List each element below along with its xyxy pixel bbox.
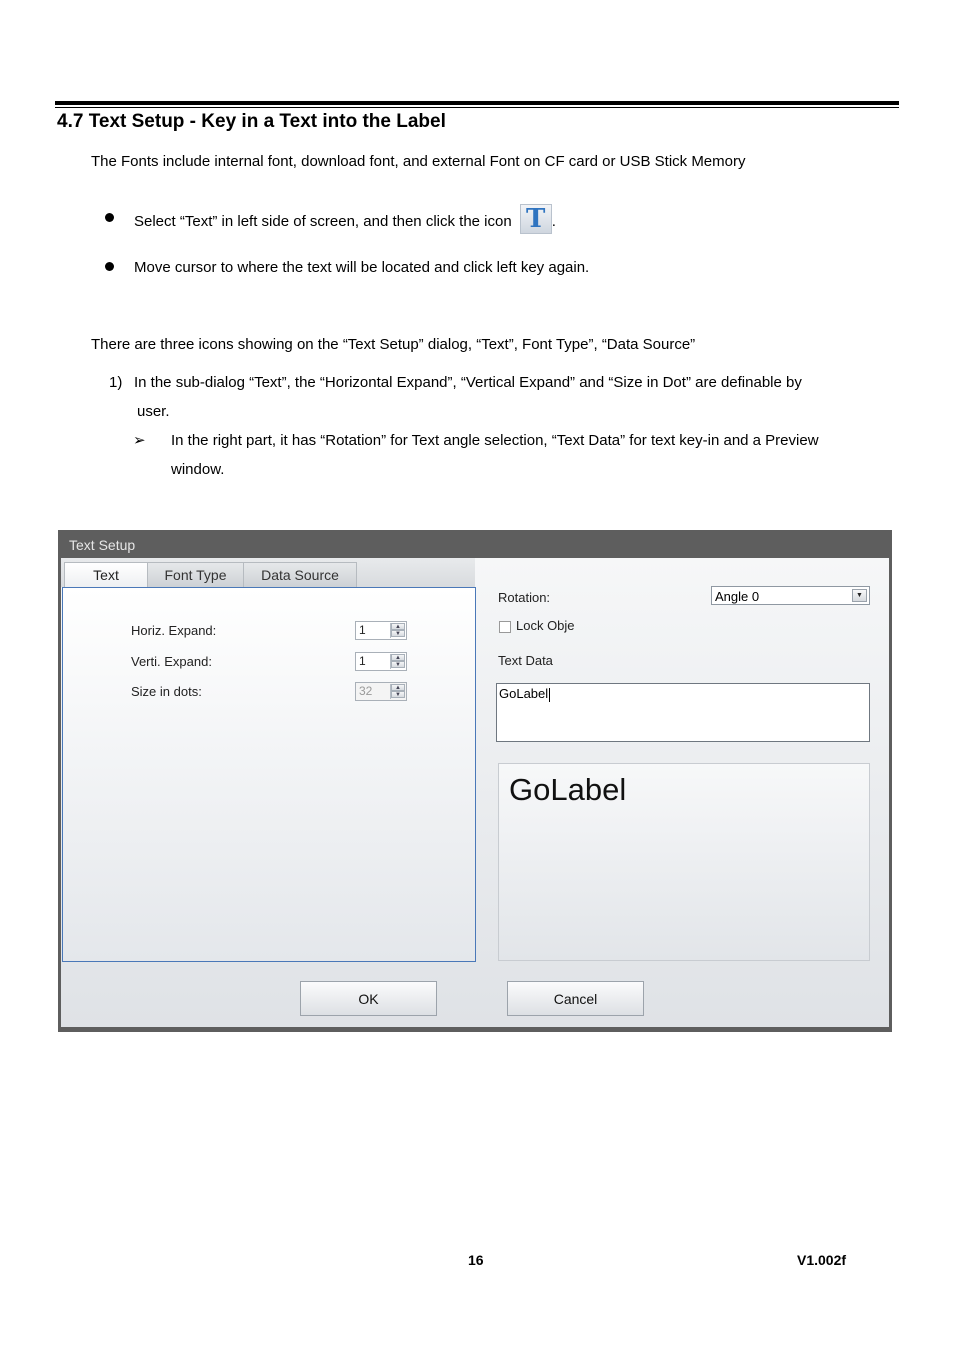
dialog-title: Text Setup: [69, 537, 136, 553]
stepper-buttons: [390, 684, 405, 699]
stepper-down-icon[interactable]: ▼: [391, 630, 405, 637]
size-in-dots-stepper: [355, 682, 407, 701]
verti-expand-stepper[interactable]: [355, 652, 407, 671]
bullet-dot: [105, 213, 114, 222]
preview-window: [498, 763, 870, 961]
tab-text[interactable]: Text: [64, 562, 148, 587]
verti-expand-label: Verti. Expand:: [131, 654, 212, 669]
section-heading: 4.7 Text Setup - Key in a Text into the Label: [57, 111, 446, 132]
stepper-up-icon[interactable]: ▲: [391, 623, 405, 630]
preview-text: GoLabel: [509, 772, 627, 807]
size-in-dots-label: Size in dots:: [131, 684, 202, 699]
numbered-item-line2: user.: [137, 403, 170, 420]
header-rule-thick: [55, 101, 899, 105]
horiz-expand-stepper[interactable]: [355, 621, 407, 640]
bullet-text: Select “Text” in left side of screen, and then click the icon: [134, 212, 512, 230]
intro-paragraph: The Fonts include internal font, download font, and external Font on CF card or USB Stick Memory: [91, 153, 746, 170]
size-in-dots-value: 32: [359, 684, 373, 698]
numbered-item-line1: In the sub-dialog “Text”, the “Horizontal Expand”, “Vertical Expand” and “Size in Dot” are definable by: [134, 374, 802, 391]
horiz-expand-value: 1: [359, 623, 366, 637]
text-tool-icon: T: [520, 204, 552, 234]
stepper-buttons[interactable]: [390, 623, 405, 638]
tab-data-source[interactable]: Data Source: [243, 562, 357, 587]
text-data-label: Text Data: [498, 653, 553, 668]
lock-object-checkbox[interactable]: [499, 621, 511, 633]
text-tab-panel: [62, 587, 476, 962]
stepper-up-icon: ▲: [391, 684, 405, 691]
text-data-value: GoLabel: [499, 686, 549, 701]
page-number: 16: [468, 1252, 484, 1268]
rotation-label: Rotation:: [498, 590, 551, 605]
version-label: V1.002f: [797, 1252, 847, 1268]
sub-bullet-line1: In the right part, it has “Rotation” for Text angle selection, “Text Data” for text key-in and a Preview: [171, 432, 819, 449]
cancel-button[interactable]: Cancel: [507, 981, 644, 1016]
chevron-down-icon[interactable]: ▼: [852, 589, 867, 602]
ok-button[interactable]: OK: [300, 981, 437, 1016]
arrow-bullet-icon: ➢: [133, 432, 146, 449]
verti-expand-value: 1: [359, 654, 366, 668]
horiz-expand-label: Horiz. Expand:: [131, 623, 217, 638]
bullet-item-select-text: [134, 204, 556, 234]
bullet-text-end: .: [551, 212, 556, 230]
text-data-input[interactable]: [496, 683, 870, 742]
stepper-down-icon: ▼: [391, 691, 405, 698]
numbered-marker: 1): [109, 374, 123, 391]
rotation-value: Angle 0: [715, 589, 760, 604]
rotation-select[interactable]: [711, 586, 870, 605]
bullet-item-move-cursor: Move cursor to where the text will be located and click left key again.: [134, 259, 590, 276]
text-caret: [549, 688, 550, 702]
lock-object-label: Lock Obje: [516, 618, 575, 633]
icons-note-paragraph: There are three icons showing on the “Text Setup” dialog, “Text”, Font Type”, “Data Source”: [91, 336, 696, 353]
stepper-down-icon[interactable]: ▼: [391, 661, 405, 668]
stepper-up-icon[interactable]: ▲: [391, 654, 405, 661]
sub-bullet-line2: window.: [171, 461, 225, 478]
stepper-buttons[interactable]: [390, 654, 405, 669]
tab-font-type[interactable]: Font Type: [147, 562, 244, 587]
header-rule-thin: [55, 107, 899, 108]
bullet-dot: [105, 262, 114, 271]
